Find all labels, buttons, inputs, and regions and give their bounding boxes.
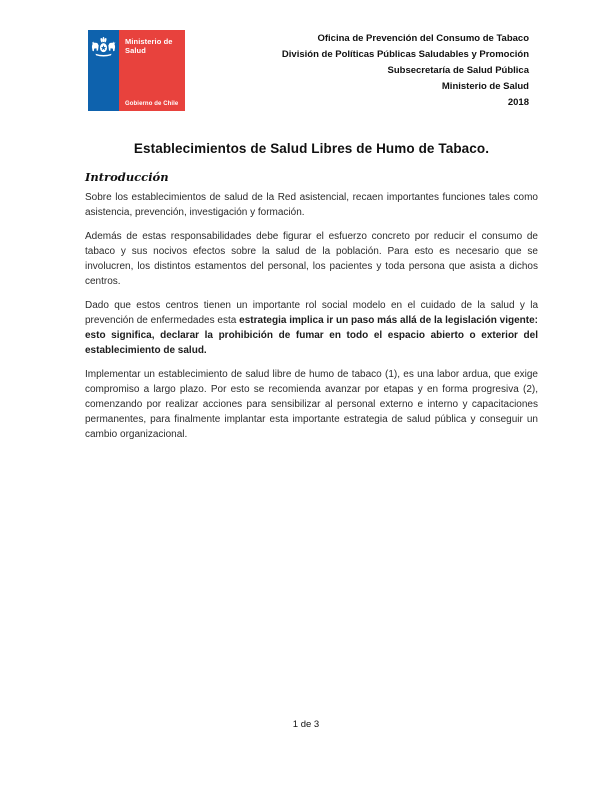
paragraph-text: Sobre los establecimientos de salud de la Red asistencial, recaen importantes funciones tales como asistencia, prevención, investigación y formación.: [85, 192, 538, 218]
letterhead-line-subsecretaria: Subsecretaría de Salud Pública: [387, 65, 529, 76]
paragraph-bold-text: estrategia implica ir un paso más allá de la legislación vigente: esto significa, declarar la prohibición de fumar en todo el espacio abierto o exterior del establecimiento de salud.: [85, 315, 538, 356]
paragraph-text: Implementar un establecimiento de salud libre de humo de tabaco (1), es una labor ardua, que exige compromiso a largo plazo. Por esto se recomienda avanzar por etapas y en forma progresiva (2), comenzando por realizar acciones para sensibilizar al personal externo e interno y capacitaciones permanentes, para finalmente implantar esta importante estrategia de salud pública y conseguir un cambio organizacional.: [85, 369, 538, 440]
logo-ministry-label: [125, 38, 173, 55]
paragraph-4: [85, 367, 538, 442]
letterhead-line-year: 2018: [507, 97, 529, 108]
document-body: [85, 170, 538, 451]
logo-government-label: Gobierno de Chile: [125, 101, 179, 107]
letterhead-line-office: Oficina de Prevención del Consumo de Tabaco: [317, 33, 529, 44]
logo-ministry-line2: Salud: [125, 45, 146, 55]
paragraph-2: [85, 229, 538, 289]
section-heading-introduccion: Introducción: [85, 170, 169, 184]
paragraph-text: Dado que estos centros tienen un importante rol social modelo en el cuidado de la salud y la prevención de enfermedades esta: [85, 300, 538, 326]
page-number: 1 de 3: [292, 719, 320, 730]
ministry-logo: [88, 30, 185, 111]
paragraph-3: [85, 298, 538, 358]
page-title: Establecimientos de Salud Libres de Humo de Tabaco.: [133, 141, 490, 156]
logo-text-panel: [119, 30, 185, 111]
paragraph-1: [85, 190, 538, 220]
letterhead-line-ministerio: Ministerio de Salud: [441, 81, 529, 92]
letterhead-line-division: División de Políticas Públicas Saludables y Promoción: [281, 49, 529, 60]
coat-of-arms-icon: [89, 37, 118, 57]
paragraph-text: Además de estas responsabilidades debe figurar el esfuerzo concreto por reducir el consumo de tabaco y sus nocivos efectos sobre la salud de la población. Para esto es necesario que se involucren, los distintos estamentos del personal, los pacientes y toda persona que asista a dichos centros.: [85, 231, 538, 287]
logo-ministry-line1: Ministerio de: [125, 37, 173, 46]
letterhead: [282, 31, 529, 111]
logo-emblem-panel: [88, 30, 119, 111]
